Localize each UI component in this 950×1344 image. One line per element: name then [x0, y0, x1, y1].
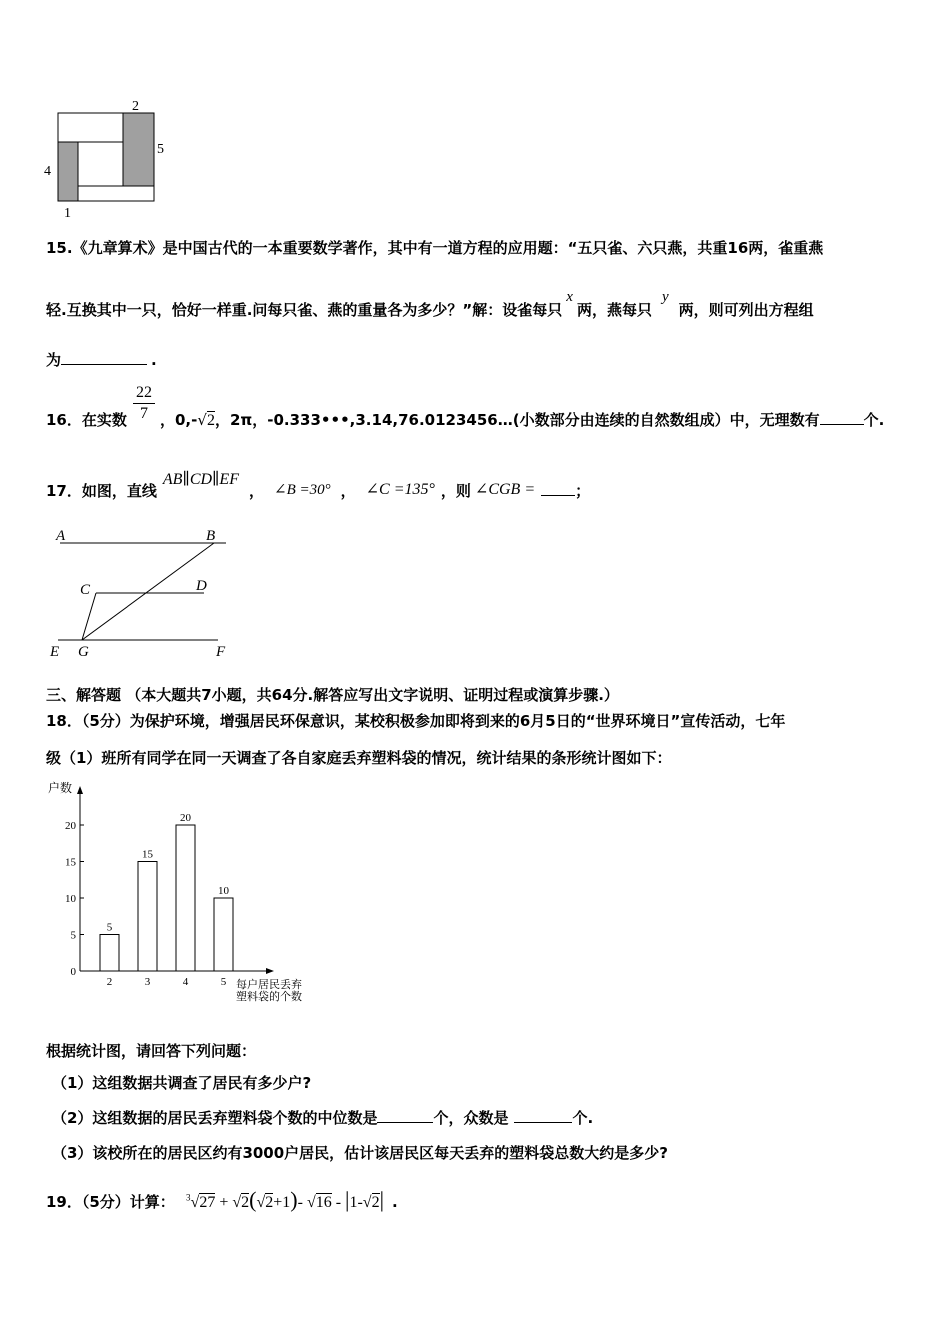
q18-sub2c: 个.	[572, 1109, 594, 1127]
label-right: 5	[157, 142, 164, 157]
q17-prefix: 17．如图，直线	[46, 482, 157, 500]
sqrt-sign: √	[306, 1194, 316, 1211]
x-tick-label: 4	[182, 976, 189, 988]
shaded-right-bar	[123, 113, 154, 186]
angle-cgb: ∠CGB =	[474, 481, 536, 498]
bar-value-label: 5	[106, 921, 113, 934]
angle-c: ∠C =135°	[365, 481, 435, 498]
pt-g: G	[78, 644, 89, 660]
q18-sub2	[52, 1107, 593, 1128]
rectangle-figure	[40, 95, 180, 225]
x-tick-label: 3	[144, 976, 151, 988]
q18-line2: 级（1）班所有同学在同一天调查了各自家庭丢弃塑料袋的情况，统计结果的条形统计图如下：	[46, 749, 672, 767]
fraction-22-7	[133, 383, 155, 424]
q15-line2b: 两，燕每只	[576, 301, 652, 319]
sqrt-arg: 2	[206, 412, 215, 429]
label-bottom: 1	[64, 206, 71, 221]
bar-value-label: 10	[218, 885, 229, 897]
mode-blank[interactable]	[514, 1108, 572, 1123]
x-axis-arrow	[266, 968, 274, 974]
bar-chart	[44, 778, 334, 1018]
q18-line1: 18．（5分）为保护环境，增强居民环保意识，某校积极参加即将到来的6月5日的“世界环境日”宣传活动，七年	[46, 712, 786, 730]
label-left: 4	[44, 164, 51, 179]
pt-b: B	[206, 528, 216, 544]
q16-suffix: 个.	[863, 411, 885, 429]
bar-value-label: 15	[142, 848, 153, 861]
frac-den: 7	[140, 405, 148, 422]
shaded-left-bar	[58, 142, 78, 201]
pt-a: A	[56, 528, 66, 544]
sqrt-sign: √	[232, 1194, 242, 1211]
sqrt-arg: 2	[241, 1194, 250, 1211]
pt-f: F	[216, 644, 226, 660]
answer-blank[interactable]	[820, 410, 864, 425]
sqrt-arg: 2	[265, 1194, 274, 1211]
abs-inner: 1-	[349, 1194, 363, 1211]
sqrt-sign: √	[362, 1194, 372, 1211]
bar	[214, 898, 233, 971]
sep: ，则	[440, 482, 471, 500]
sqrt-arg: 2	[371, 1194, 380, 1211]
var-x: x	[566, 289, 573, 305]
y-tick-label: 5	[70, 929, 76, 942]
bar-value-label: 20	[180, 812, 191, 824]
q17-line	[46, 471, 591, 501]
sep: ，	[340, 482, 356, 500]
abs-bar-left: |	[345, 1187, 350, 1212]
parallel-lines-figure	[44, 522, 244, 662]
label-top: 2	[132, 99, 139, 114]
q16-part1: ，0,-	[160, 411, 198, 429]
sep: ，	[248, 482, 264, 500]
q17-suffix: ；	[575, 482, 591, 500]
cube-index: 3	[186, 1192, 191, 1203]
op-minus: -	[335, 1194, 342, 1211]
x-tick-label: 2	[106, 976, 113, 988]
bar	[138, 862, 157, 972]
q16-part2: ，2π，-0.333•••,3.14,76.0123456…(小数部分由连续的自然数组成）中，无理数有	[214, 411, 820, 429]
median-blank[interactable]	[377, 1108, 433, 1123]
answer-blank[interactable]	[61, 350, 147, 365]
q18-sub2a: （2）这组数据的居民丢弃塑料袋个数的中位数是	[52, 1109, 378, 1127]
q19-line	[46, 1187, 398, 1213]
sqrt-sign: √	[190, 1194, 200, 1211]
y-axis-arrow	[77, 786, 83, 794]
y-tick-label: 0	[70, 966, 76, 978]
op-plus: +	[219, 1194, 229, 1211]
q18-intro: 根据统计图，请回答下列问题：	[46, 1042, 257, 1060]
var-y: y	[661, 289, 669, 305]
y-tick-label: 10	[65, 893, 76, 905]
q15-line3-label: 为	[46, 351, 62, 369]
y-tick-label: 20	[65, 820, 76, 832]
q16-body	[160, 409, 884, 430]
sqrt-sign: √	[256, 1194, 266, 1211]
lparen: (	[249, 1187, 257, 1212]
y-axis-label: 户数	[48, 781, 73, 795]
pt-d: D	[196, 578, 207, 594]
section-3-header: 三、解答题 （本大题共7小题，共64分.解答应写出文字说明、证明过程或演算步骤.）	[46, 686, 619, 704]
answer-blank[interactable]	[541, 481, 575, 496]
angle-b: ∠B =30°	[274, 482, 331, 498]
q15-line1: 15.《九章算术》是中国古代的一本重要数学著作，其中有一道方程的应用题：“五只雀、六只燕，共重16两，雀重燕	[46, 239, 824, 257]
q19-end: .	[391, 1193, 398, 1211]
q19-prefix: 19．（5分）计算：	[46, 1193, 175, 1211]
pt-e: E	[50, 644, 60, 660]
q15-line2a: 轻.互换其中一只，恰好一样重.问每只雀、燕的重量各为多少？”解：设雀每只	[46, 301, 563, 319]
q18-sub2b: 个，众数是	[433, 1109, 509, 1127]
q15-line2c: 两，则可列出方程组	[678, 301, 814, 319]
x-axis-label: 塑料袋的个数	[236, 991, 302, 1003]
bar	[176, 825, 195, 971]
op-plus-one: +1	[273, 1194, 291, 1211]
q15-end: .	[151, 351, 157, 369]
x-axis-label: 每户居民丢弃	[236, 979, 302, 991]
pt-c: C	[80, 582, 91, 598]
q18-sub1: （1）这组数据共调查了居民有多少户?	[52, 1074, 312, 1092]
q16-prefix: 16．在实数	[46, 411, 127, 429]
abs-bar-right: |	[379, 1187, 384, 1212]
bar	[100, 935, 119, 972]
rparen: )	[290, 1187, 298, 1212]
y-tick-label: 15	[65, 856, 76, 869]
sqrt-sign: √	[197, 411, 207, 429]
sqrt-arg: 16	[315, 1194, 332, 1211]
parallel-expr: AB∥CD∥EF	[162, 471, 239, 488]
q15-line3	[46, 349, 157, 370]
frac-num: 22	[133, 383, 155, 404]
q18-sub3: （3）该校所在的居民区约有3000户居民，估计该居民区每天丢弃的塑料袋总数大约是多少?	[52, 1144, 668, 1162]
cube-arg: 27	[199, 1194, 216, 1211]
op-minus: -	[297, 1194, 303, 1211]
x-tick-label: 5	[220, 976, 227, 988]
q15-line2	[46, 289, 814, 320]
